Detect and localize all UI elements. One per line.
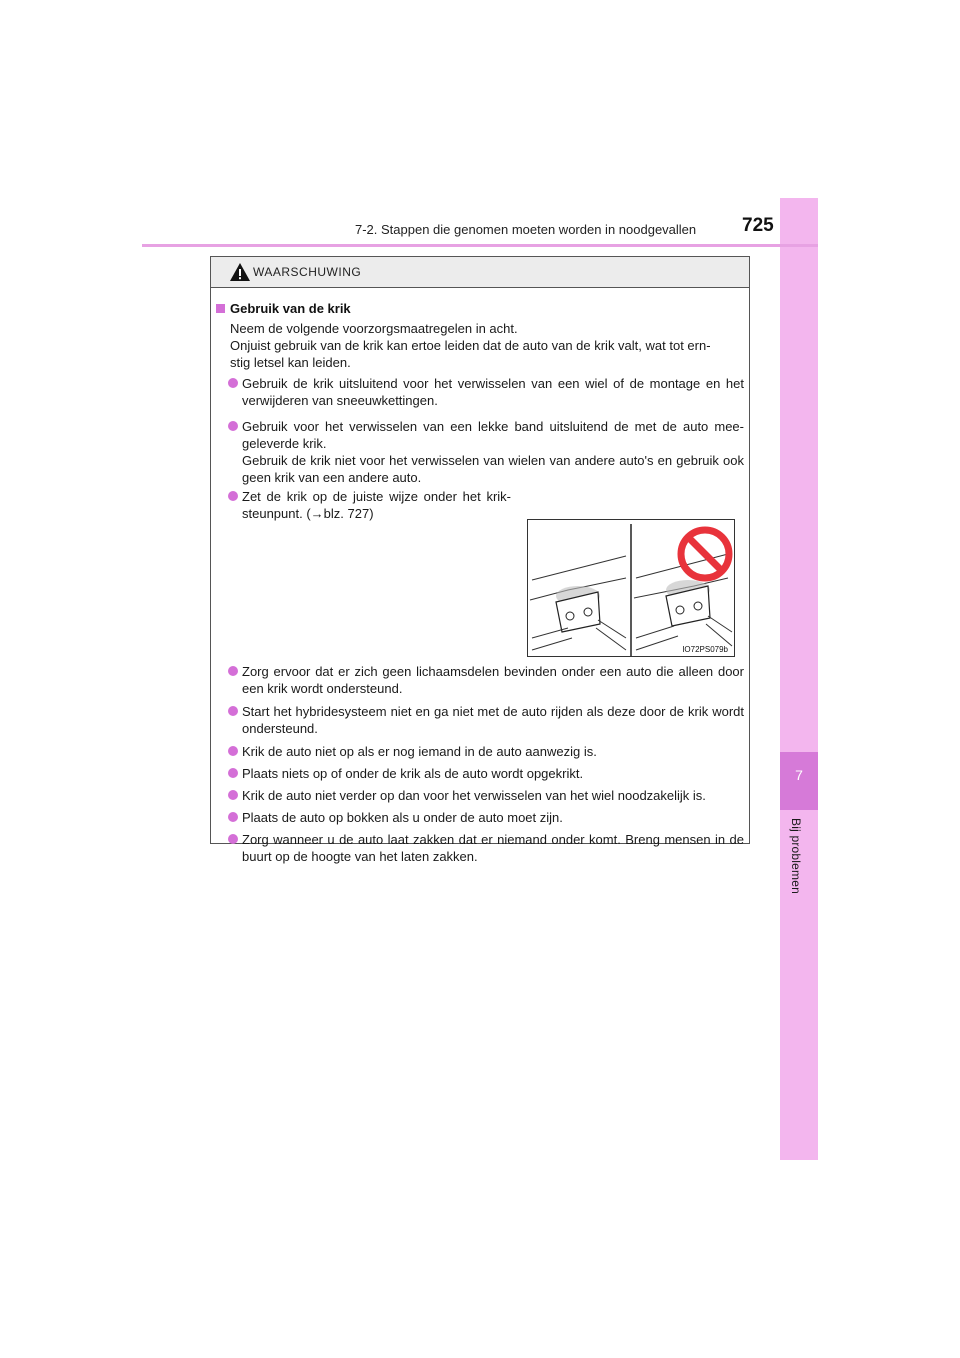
list-item: Zorg ervoor dat er zich geen lichaamsdelen bevinden onder een auto die alleen door een krik wordt ondersteund. xyxy=(228,663,744,697)
bullet-icon xyxy=(228,706,238,716)
bullet-icon xyxy=(228,834,238,844)
jack-figure xyxy=(527,519,735,657)
bullet-icon xyxy=(228,812,238,822)
intro-text: Neem de volgende voorzorgsmaatregelen in acht. Onjuist gebruik van de krik kan ertoe leiden dat de auto van de krik valt, wat tot ern- stig letsel kan leiden. xyxy=(230,321,711,370)
square-bullet-icon xyxy=(216,304,225,313)
page-number: 725 xyxy=(742,215,774,236)
section-header: 7-2. Stappen die genomen moeten worden in noodgevallen xyxy=(355,222,697,237)
list-item: Plaats niets op of onder de krik als de auto wordt opgekrikt. xyxy=(228,765,744,782)
figure-caption: IO72PS079b xyxy=(682,645,728,654)
list-item: Krik de auto niet op als er nog iemand in de auto aanwezig is. xyxy=(228,743,744,760)
list-item: Gebruik voor het verwisselen van een lekke band uitsluitend de met de auto mee-geleverde krik. Gebruik de krik niet voor het verwisselen van wielen van andere auto's en gebruik ook geen krik van een andere auto. xyxy=(228,418,744,486)
bullet-icon xyxy=(228,491,238,501)
bullet-icon xyxy=(228,790,238,800)
prohibited-icon xyxy=(681,530,729,578)
bullet-icon xyxy=(228,421,238,431)
list-item: Plaats de auto op bokken als u onder de auto moet zijn. xyxy=(228,809,744,826)
warning-title: WAARSCHUWING xyxy=(253,265,362,279)
jack-illustration xyxy=(528,520,734,656)
chapter-label: Bij problemen xyxy=(789,818,803,894)
warning-triangle-icon xyxy=(229,262,251,282)
bullet-icon xyxy=(228,768,238,778)
bullet-icon xyxy=(228,746,238,756)
list-item: Krik de auto niet verder op dan voor het verwisselen van het wiel noodzakelijk is. xyxy=(228,787,744,804)
warning-box xyxy=(210,256,750,864)
side-tab xyxy=(780,198,818,1160)
warning-header xyxy=(211,257,749,288)
bullet-icon xyxy=(228,378,238,388)
chapter-number: 7 xyxy=(795,767,803,783)
bullet-icon xyxy=(228,666,238,676)
list-item: Zet de krik op de juiste wijze onder het krik-steunpunt. (→blz. 727) xyxy=(228,488,511,522)
list-item: Zorg wanneer u de auto laat zakken dat er niemand onder komt. Breng mensen in de buurt op de hoogte van het laten zakken. xyxy=(228,831,744,865)
header-divider xyxy=(142,244,818,247)
list-item: Start het hybridesysteem niet en ga niet met de auto rijden als deze door de krik wordt ondersteund. xyxy=(228,703,744,737)
list-item: Gebruik de krik uitsluitend voor het verwisselen van een wiel of de montage en het verwijderen van sneeuwkettingen. xyxy=(228,375,744,409)
section-heading: Gebruik van de krik xyxy=(216,301,351,316)
